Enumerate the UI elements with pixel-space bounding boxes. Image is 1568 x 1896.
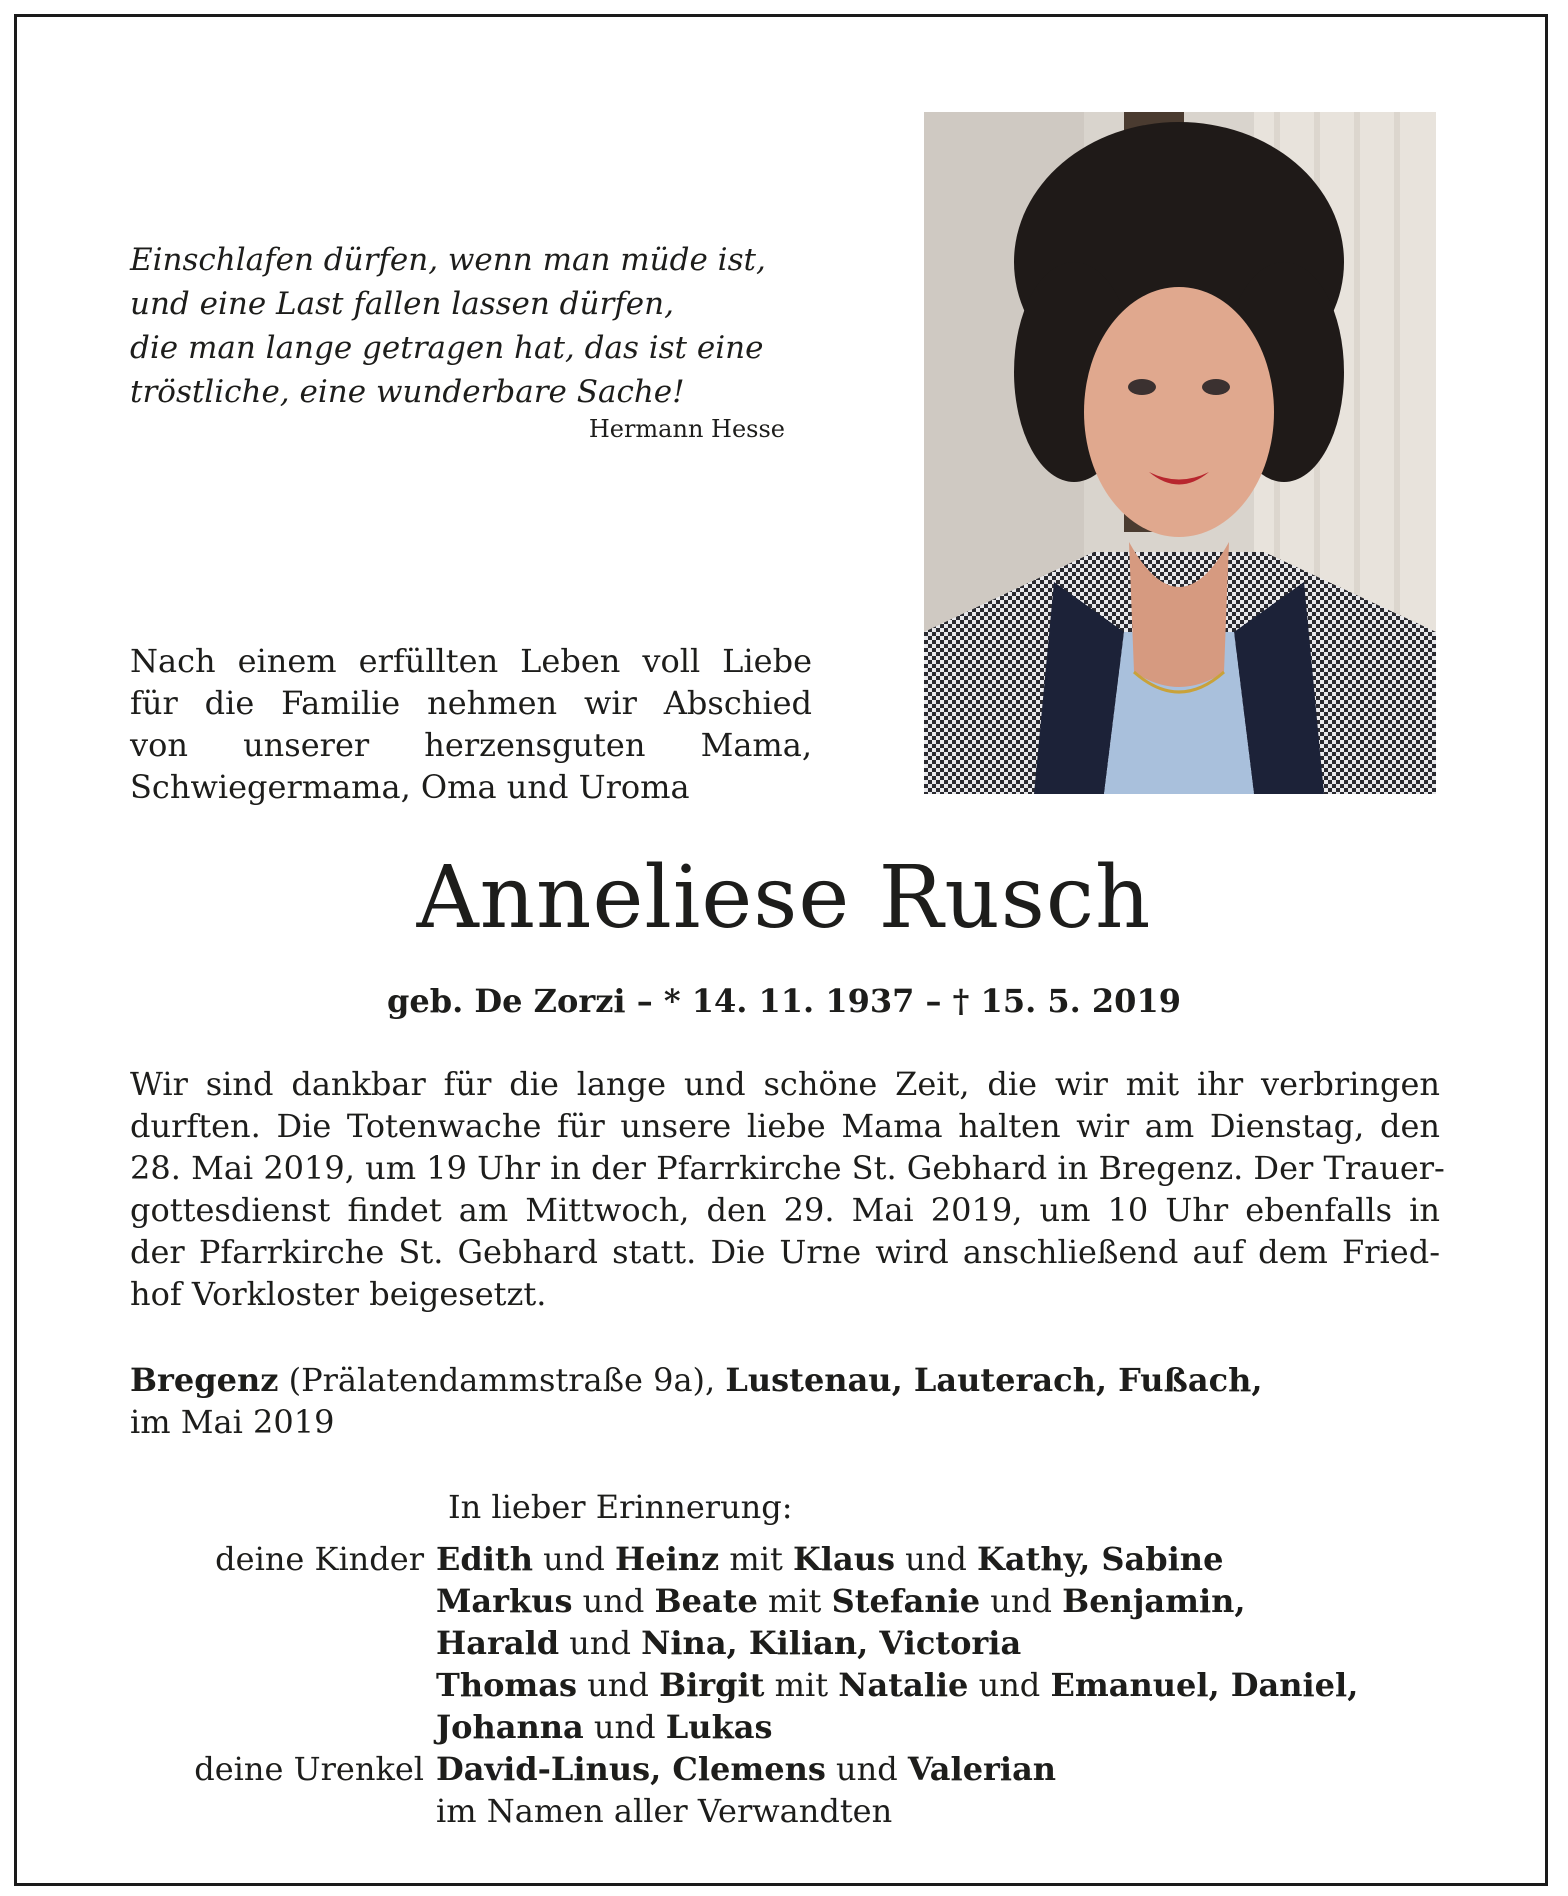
names-line: Edith und Heinz mit Klaus und Kathy, Sabine bbox=[436, 1540, 1224, 1578]
intro-line: Nach einem erfüllten Leben voll Liebe bbox=[130, 642, 812, 680]
funeral-details bbox=[130, 1063, 1445, 1315]
names-line: Markus und Beate mit Stefanie und Benjamin, bbox=[436, 1582, 1246, 1620]
details-line: Wir sind dankbar für die lange und schöne Zeit, die wir mit ihr verbringen bbox=[130, 1065, 1440, 1103]
portrait-photo bbox=[924, 112, 1436, 794]
place-address: (Prälatendammstraße 9a), bbox=[278, 1361, 726, 1399]
details-line: gottesdienst findet am Mittwoch, den 29. Mai 2019, um 10 Uhr ebenfalls in bbox=[130, 1191, 1440, 1229]
place-date: im Mai 2019 bbox=[130, 1403, 335, 1441]
closing-line: im Namen aller Verwandten bbox=[436, 1792, 893, 1830]
intro-line: Schwiegermama, Oma und Uroma bbox=[130, 768, 690, 806]
family-row bbox=[0, 1580, 1568, 1622]
names-line: Thomas und Birgit mit Natalie und Emanuel, Daniel, bbox=[436, 1666, 1359, 1704]
family-row bbox=[0, 1748, 1568, 1790]
quote-line: die man lange getragen hat, das ist eine bbox=[130, 330, 764, 366]
family-row bbox=[0, 1622, 1568, 1664]
intro-line: von unserer herzensguten Mama, bbox=[130, 726, 812, 764]
names-line: Johanna und Lukas bbox=[436, 1708, 773, 1746]
family-row bbox=[0, 1664, 1568, 1706]
place-line bbox=[130, 1359, 1430, 1401]
details-line: durften. Die Totenwache für unsere liebe Mama halten wir am Dienstag, den bbox=[130, 1107, 1440, 1145]
quote-line: und eine Last fallen lassen dürfen, bbox=[130, 286, 674, 322]
great-grandchildren-label: deine Urenkel bbox=[194, 1750, 424, 1788]
quote-block bbox=[130, 238, 790, 414]
family-row bbox=[0, 1790, 1568, 1832]
children-label: deine Kinder bbox=[215, 1540, 424, 1578]
details-line: der Pfarrkirche St. Gebhard statt. Die Urne wird anschließend auf dem Fried- bbox=[130, 1233, 1440, 1271]
quote-author: Hermann Hesse bbox=[588, 415, 785, 443]
quote-line: tröstliche, eine wunderbare Sache! bbox=[130, 374, 685, 410]
family-row bbox=[0, 1706, 1568, 1748]
names-line: Harald und Nina, Kilian, Victoria bbox=[436, 1624, 1022, 1662]
quote-line: Einschlafen dürfen, wenn man müde ist, bbox=[130, 242, 766, 278]
intro-text bbox=[130, 640, 812, 808]
deceased-name: Anneliese Rusch bbox=[416, 848, 1152, 948]
deceased-dates: geb. De Zorzi – * 14. 11. 1937 – † 15. 5. 2019 bbox=[387, 982, 1181, 1020]
place-other: Lustenau, Lauterach, Fußach, bbox=[725, 1361, 1263, 1399]
memory-heading: In lieber Erinnerung: bbox=[448, 1488, 793, 1526]
details-line: 28. Mai 2019, um 19 Uhr in der Pfarrkirche St. Gebhard in Bregenz. Der Trauer- bbox=[130, 1149, 1445, 1187]
details-line: hof Vorkloster beigesetzt. bbox=[130, 1275, 547, 1313]
names-line: David-Linus, Clemens und Valerian bbox=[436, 1750, 1057, 1788]
family-list bbox=[0, 1538, 1568, 1832]
place-city: Bregenz bbox=[130, 1361, 279, 1399]
place-and-date bbox=[130, 1359, 1430, 1443]
intro-line: für die Familie nehmen wir Abschied bbox=[130, 684, 812, 722]
family-row bbox=[0, 1538, 1568, 1580]
